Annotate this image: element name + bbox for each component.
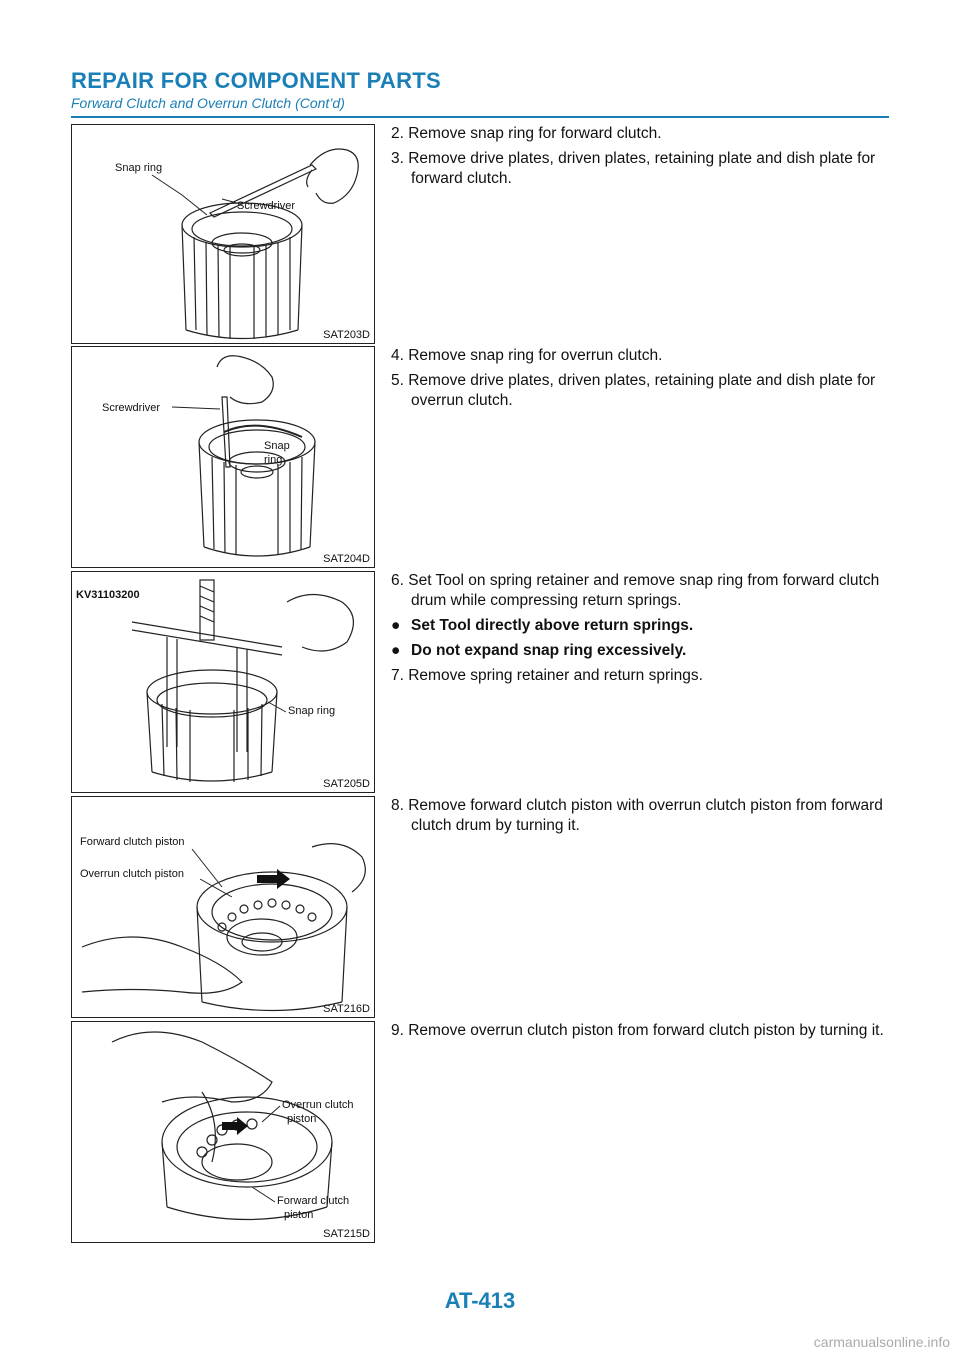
label-forward-clutch: Forward clutch (277, 1195, 350, 1207)
step-list (391, 796, 889, 841)
figure-sat216d (71, 796, 375, 1018)
figure-sat215d (71, 1021, 375, 1243)
label-snap: Snap (264, 440, 290, 452)
step-9: 9. Remove overrun clutch piston from forward clutch piston by turning it. (391, 1022, 884, 1039)
step-list (391, 346, 889, 416)
label-overrun-clutch-piston: Overrun clutch piston (80, 868, 184, 880)
figure-sat205d (71, 571, 375, 793)
watermark: carmanualsonline.info (813, 1334, 950, 1350)
step-2: 2. Remove snap ring for forward clutch. (391, 125, 662, 142)
label-ring: ring (264, 454, 283, 466)
page-header (71, 68, 889, 112)
illustration-snap-ring-removal (72, 125, 374, 343)
bullet-icon: ● (391, 617, 401, 634)
section-title: REPAIR FOR COMPONENT PARTS (71, 68, 441, 93)
illustration-piston-separation (72, 1022, 374, 1242)
procedure-row (71, 346, 889, 568)
label-snap-ring: Snap ring (288, 705, 336, 717)
label-screwdriver: Screwdriver (102, 402, 161, 414)
illustration-piston-removal (72, 797, 374, 1017)
label-piston: piston (287, 1113, 317, 1125)
label-forward-clutch-piston: Forward clutch piston (80, 836, 185, 848)
label-piston: piston (284, 1209, 314, 1221)
caution-bullet: ● Do not expand snap ring excessively. (391, 642, 687, 659)
figure-code: SAT204D (323, 553, 370, 565)
figure-code: SAT203D (323, 329, 370, 341)
illustration-overrun-snap-ring (72, 347, 374, 567)
step-list (391, 1021, 889, 1046)
label-tool-number: KV31103200 (76, 589, 140, 601)
bullet-icon: ● (391, 642, 401, 659)
step-list (391, 571, 889, 691)
step-list (391, 124, 889, 194)
label-screwdriver: Screwdriver (237, 200, 296, 212)
procedure-row (71, 1021, 889, 1243)
header-rule (71, 116, 889, 118)
step-4: 4. Remove snap ring for overrun clutch. (391, 347, 663, 364)
figure-sat204d (71, 346, 375, 568)
step-8: 8. Remove forward clutch piston with overrun clutch piston from forward clutch drum by turning it. (391, 797, 883, 834)
figure-code: SAT215D (323, 1228, 370, 1240)
step-7: 7. Remove spring retainer and return springs. (391, 667, 703, 684)
illustration-spring-compressor (72, 572, 374, 792)
label-snap-ring: Snap ring (115, 162, 163, 174)
page-number: AT-413 (444, 1288, 516, 1313)
step-3: 3. Remove drive plates, driven plates, retaining plate and dish plate for forward clutch. (391, 150, 876, 187)
step-5: 5. Remove drive plates, driven plates, retaining plate and dish plate for overrun clutch. (391, 372, 876, 409)
label-overrun-clutch: Overrun clutch (282, 1099, 354, 1111)
procedure-row (71, 571, 889, 793)
step-6: 6. Set Tool on spring retainer and remove snap ring from forward clutch drum while compressing return springs. (391, 572, 880, 609)
figure-code: SAT205D (323, 778, 370, 790)
procedure-row (71, 124, 889, 344)
procedure-row (71, 796, 889, 1018)
figure-code: SAT216D (323, 1003, 370, 1015)
figure-sat203d (71, 124, 375, 344)
section-subtitle: Forward Clutch and Overrun Clutch (Cont’d) (71, 95, 345, 111)
caution-bullet: ● Set Tool directly above return springs. (391, 617, 694, 634)
